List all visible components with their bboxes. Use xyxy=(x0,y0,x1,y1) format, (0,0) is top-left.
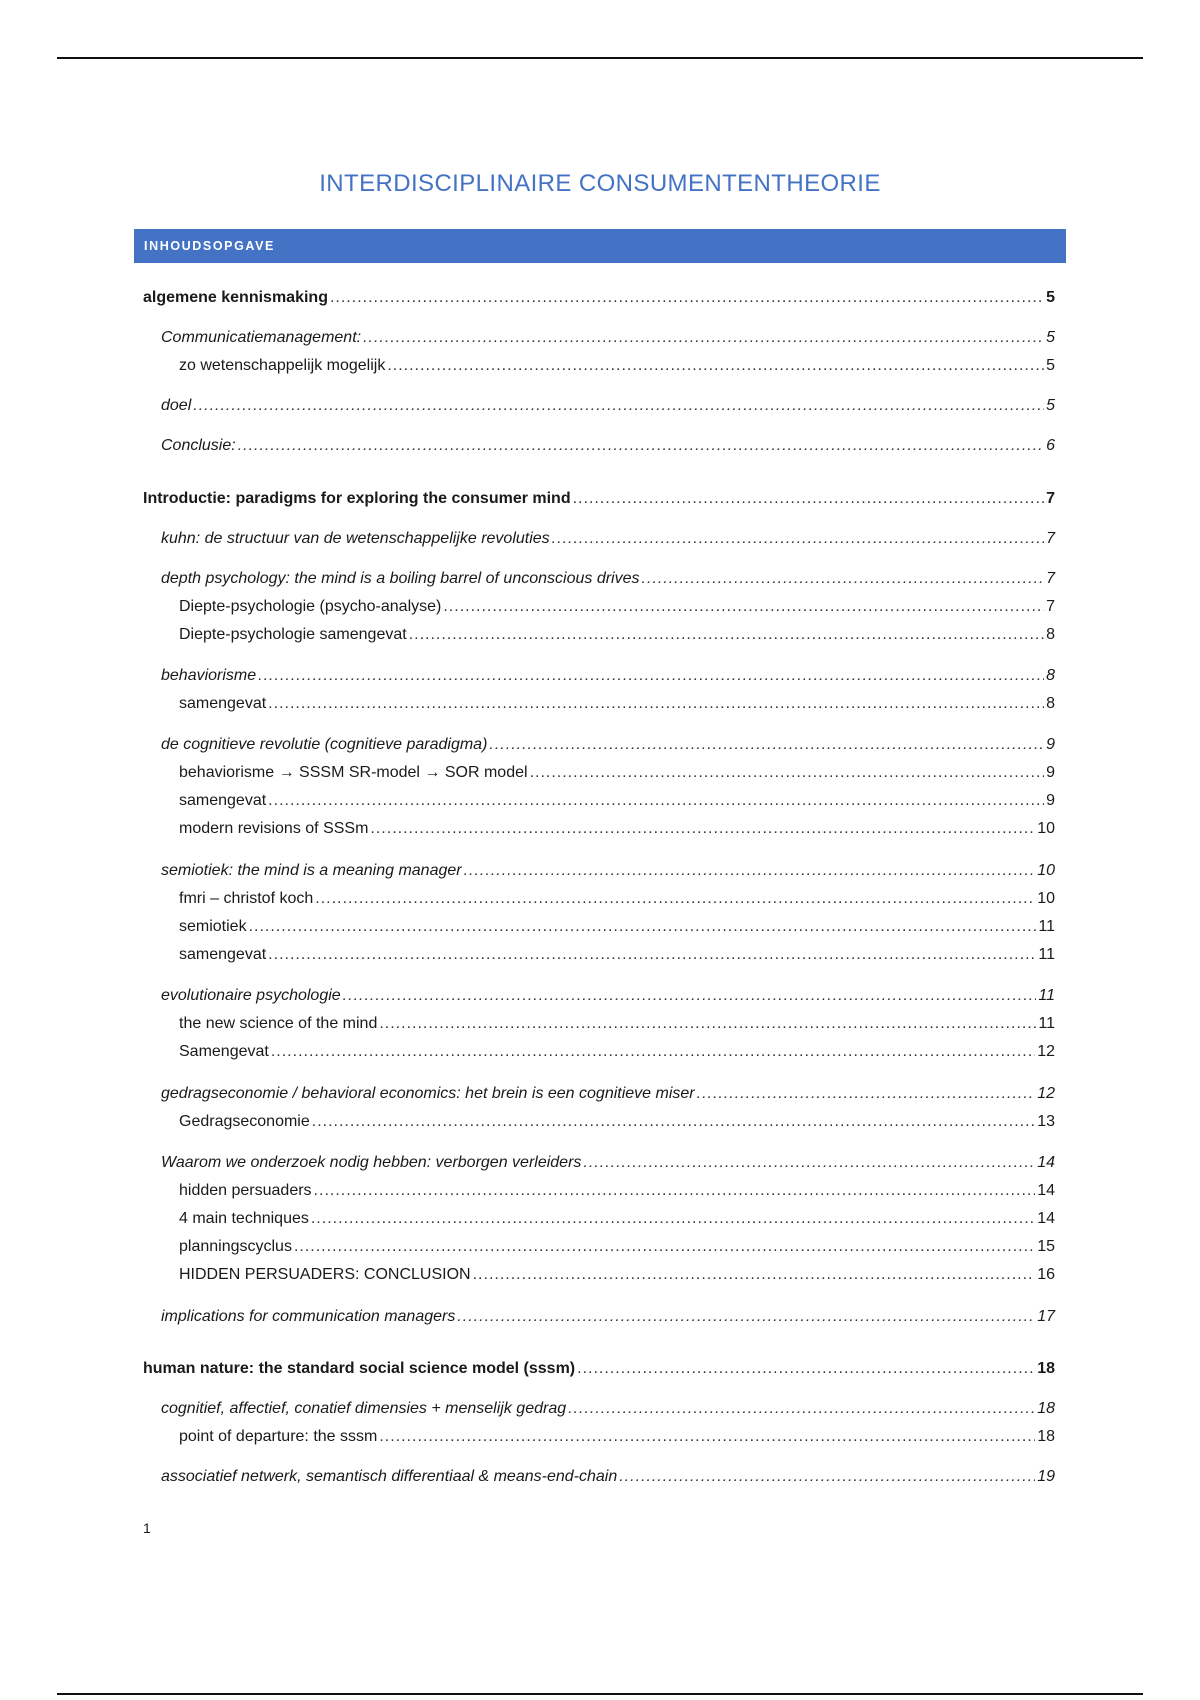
toc-entry[interactable]: Introductie: paradigms for exploring the consumer mind ..... 7 xyxy=(143,490,1055,512)
toc-heading: INHOUDSOPGAVE xyxy=(144,239,275,253)
toc-entry[interactable]: planningscyclus ..... 15 xyxy=(179,1238,1055,1260)
toc-heading-bar xyxy=(134,229,1066,263)
page-number: 1 xyxy=(143,1520,151,1536)
toc-entry[interactable]: evolutionaire psychologie ..... 11 xyxy=(161,987,1055,1009)
toc-entry[interactable]: samengevat ..... 8 xyxy=(179,695,1055,717)
toc-entry[interactable]: semiotiek: the mind is a meaning manager ..... 10 xyxy=(161,862,1055,884)
toc-entry[interactable]: zo wetenschappelijk mogelijk ..... 5 xyxy=(179,357,1055,379)
toc-entry[interactable]: doel ..... 5 xyxy=(161,397,1055,419)
toc-entry[interactable]: cognitief, affectief, conatief dimensies + menselijk gedrag ..... 18 xyxy=(161,1400,1055,1422)
toc-entry[interactable]: kuhn: de structuur van de wetenschappelijke revoluties ..... 7 xyxy=(161,530,1055,552)
toc-entry[interactable]: HIDDEN PERSUADERS: CONCLUSION ..... 16 xyxy=(179,1266,1055,1288)
toc-entry[interactable]: Communicatiemanagement: ..... 5 xyxy=(161,329,1055,351)
toc-entry[interactable]: semiotiek ..... 11 xyxy=(179,918,1055,940)
toc-entry[interactable]: associatief netwerk, semantisch differentiaal & means-end-chain ..... 19 xyxy=(161,1468,1055,1490)
toc-entry[interactable]: depth psychology: the mind is a boiling barrel of unconscious drives ..... 7 xyxy=(161,570,1055,592)
toc-entry[interactable]: the new science of the mind ..... 11 xyxy=(179,1015,1055,1037)
toc-entry[interactable]: Diepte-psychologie (psycho-analyse) ..... 7 xyxy=(179,598,1055,620)
document-title: INTERDISCIPLINAIRE CONSUMENTENTHEORIE xyxy=(319,170,881,197)
toc-entry[interactable]: hidden persuaders ..... 14 xyxy=(179,1182,1055,1204)
toc-entry[interactable]: fmri – christof koch ..... 10 xyxy=(179,890,1055,912)
toc-entry[interactable]: samengevat ..... 11 xyxy=(179,946,1055,968)
toc-entry[interactable]: de cognitieve revolutie (cognitieve paradigma) ..... 9 xyxy=(161,736,1055,758)
toc-entry[interactable]: behaviorisme ..... 8 xyxy=(161,667,1055,689)
toc-entry[interactable]: gedragseconomie / behavioral economics: het brein is een cognitieve miser ..... 12 xyxy=(161,1085,1055,1107)
toc-entry[interactable]: Gedragseconomie ..... 13 xyxy=(179,1113,1055,1135)
toc-entry[interactable]: implications for communication managers ..... 17 xyxy=(161,1308,1055,1330)
header-rule xyxy=(57,57,1143,59)
toc-entry[interactable]: Samengevat ..... 12 xyxy=(179,1043,1055,1065)
toc-entry[interactable]: behaviorisme → SSSM SR-model → SOR model ..... 9 xyxy=(179,764,1055,786)
toc-entry[interactable]: point of departure: the sssm ..... 18 xyxy=(179,1428,1055,1450)
toc-entry[interactable]: Conclusie: ..... 6 xyxy=(161,437,1055,459)
toc-entry[interactable]: Diepte-psychologie samengevat ..... 8 xyxy=(179,626,1055,648)
toc-entry[interactable]: 4 main techniques ..... 14 xyxy=(179,1210,1055,1232)
toc-entry[interactable]: human nature: the standard social science model (sssm) ..... 18 xyxy=(143,1360,1055,1382)
toc-entry[interactable]: algemene kennismaking ..... 5 xyxy=(143,289,1055,311)
toc-entry[interactable]: modern revisions of SSSm ..... 10 xyxy=(179,820,1055,842)
toc-entry[interactable]: Waarom we onderzoek nodig hebben: verborgen verleiders ..... 14 xyxy=(161,1154,1055,1176)
footer-rule xyxy=(57,1693,1143,1695)
toc-entry[interactable]: samengevat ..... 9 xyxy=(179,792,1055,814)
